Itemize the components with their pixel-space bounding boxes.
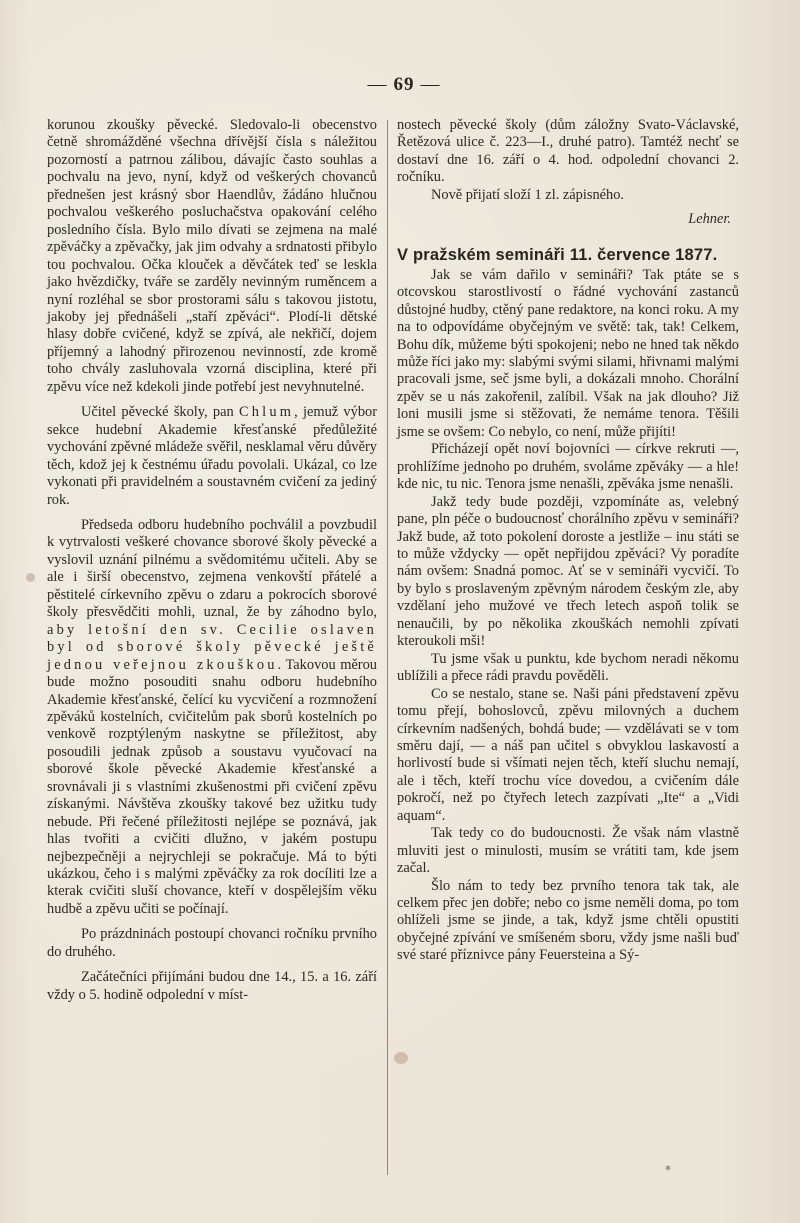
spaced-name: Chlum	[238, 404, 295, 421]
paragraph	[47, 404, 377, 509]
paragraph: Po prázdninách postoupí chovanci ročníku prvního do druhého.	[47, 926, 377, 960]
paragraph: Co se nestalo, stane se. Naši páni představení zpěvu tomu přejí, bohoslovců, zpěvu milovných a duchem církevním nadšených, bohdá bude; — vzdělávati se v tom směru dají, — a náš pan učitel s obvyklou laskavostí a horlivostí bude si všímati nejen těch, kteří sluchu nemají, ale i těch, kteří trochu více dovedou, a cvičením dále pokročí, než po čtyřech letech zazpívati „Ite“ a „Vidi aquam“.	[397, 685, 739, 824]
paragraph: Začátečníci přijímáni budou dne 14., 15. a 16. září vždy o 5. hodině odpolední v míst-	[47, 969, 377, 1003]
paragraph: Tu jsme však u punktu, kde bychom neradi někomu ublížili a přece rádi pravdu pověděli.	[397, 650, 739, 685]
paragraph-text: Učitel pěvecké školy, pan	[81, 404, 239, 421]
paragraph: Šlo nám to tedy bez prvního tenora tak tak, ale celkem přec jen dobře; nebo co jsme neměli doma, po tom ohlíželi jsme se jinde, a tak, když jsme chtěli opustiti obyčejné zpívání ve smíšeném sboru, vždy jsme našli buď své staré příznivce pány Feuersteina a Sý-	[397, 877, 739, 964]
right-column	[397, 117, 739, 965]
section-heading: V pražském semináři 11. července 1877.	[397, 245, 718, 264]
paragraph-text: . Takovou měrou bude možno posouditi snahu odboru hudebního Akademie křesťanské, čelící ku vycvičení a rozmnožení zpěváků kostelních, cvičitelům pak sborů kostelních po venkově rozptýleným naskytne se příležitost, aby posoudili jednak způsob a soustavu vyučovací na sborové škole pěvecké Akademie křesťanské a srovnávali ji s vlastními zkušenostmi při cvičení zpěvu získanými. Návštěva zkoušky takové bez užitku tudy nebude. Při řečené příležitosti nejlépe se poznává, jak hlas tvořiti a cvičiti dlužno, v jakém postupu nejbezpečněji a nejrychleji se pokračuje. Má to býti ukázkou, čeho i s malými zpěváčky za rok docíliti lze a kterak cvičiti sluší chovance, kteří v dospělejším věku hudbě a zpěvu učiti se počínají.	[47, 656, 377, 917]
fee-note: Nově přijatí složí 1 zl. zápisného.	[431, 186, 625, 203]
column-divider	[387, 120, 388, 1175]
paragraph-text: , jemuž výbor sekce hudební Akademie křesťanské předůležité vychování zpěvné mládeže svěřil, nesklamal věru důvěry těch, kdož jej k čestnému úřadu povolali. Ukázal, co lze vykonati při pravidelném a soustavném cvičení za jediný rok.	[47, 404, 378, 508]
author-signature: Lehner.	[688, 211, 731, 228]
left-column	[47, 117, 377, 1004]
paragraph: Tak tedy co do budoucnosti. Že však nám vlastně mluviti jest o minulosti, musím se vrátiti tam, kde jsem začal.	[397, 825, 739, 877]
page-number: 69	[393, 74, 415, 95]
paragraph: Přicházejí opět noví bojovníci — církve rekruti —, prohlížíme jednoho po druhém, svoláme zpěváky — a hle! kde nic, tu nic. Tenora jsme nenašli, zpěváka jsme nenašli.	[397, 441, 739, 493]
paper-stain	[394, 1052, 408, 1064]
paragraph	[47, 517, 377, 918]
footnote-asterisk: *	[665, 1163, 671, 1177]
paper-stain	[26, 573, 35, 582]
page-number-dash-right: —	[420, 74, 441, 95]
paragraph: Jak se vám dařilo v semináři? Tak ptáte se s otcovskou starostlivostí o řádné vychování zastanců důstojné hudby, ctěný pane redaktore, na konci roku. A my na to odpovídáme obyčejným ve světě: tak, tak! Celkem, Bohu dík, můžeme býti spokojeni; nebo ne hned tak někdo může říci jako my: slabými svými silami, hřivnami malými pracovali jsme, seč jsme byli, a dokázali mnoho. Chorální zpěv se u nás zakořenil, zalíbil. Však na jak dlouho? Již loni musili jsme si stěžovati, že nemáme tenora. Těšili jsme se ovšem: Co nebylo, co není, může přijíti!	[397, 266, 739, 440]
paragraph: korunou zkoušky pěvecké. Sledovalo-li obecenstvo četně shromážděné všechna dřívější čísla s náležitou pozorností a patrnou zálibou, dávajíc často souhlas a pochvalu na jevo, nyní, když od veškerých chovanců přednešen jest krásný sbor Haendlův, žádáno hlučnou pochvalou veškerého posluchačstva opakování celého posledního čísla. Bylo milo dívati se zejmena na malé zpěváčky a zpěvačky, jak jim odvahy a srdnatosti přibylo tou pochvalou. Očka klouček a děvčátek teď se leskla jako hvězdičky, tváře se zarděly nevinným ruměncem a nyní rozléhal se sbor prostorami sálu s takovou jistotu, jakoby jej přednášeli „staří zpěváci“. Plodí-li dětské hlasy dobře cvičené, když se zpívá, ale nekřičí, dojem příjemný a lahodný přirozenou nevinností, zde kromě toho chvály zasluhovala vzorná disciplina, které při zpěvu více než kdekoli jinde potřebí jest nevyhnutelné.	[47, 117, 377, 395]
page-number-dash-left: —	[367, 74, 388, 95]
paragraph: Jakž tedy bude později, vzpomínáte as, velebný pane, pln péče o budoucnosť chorálního zpěvu v semináři? Jakž bude, až toto pokolení doroste a jestliže – inu státi se to může vždycky — opět nepřijdou zpěváci? Vy poradíte nám ovšem: Snadná pomoc. Ať se v semináři vycvičí. To by bylo s proslaveným zpěvným národem českým zle, aby vzdělaní jeho mužové ve třech letech aspoň tolik se nenaučili, by po několika zkouškách nemohli zpívati kteroukoli mši!	[397, 493, 739, 650]
spaced-emphasis: aby letošní den sv. Cecilie oslaven byl od sborové školy pěvecké ještě jednou veřejnou zkouškou	[47, 621, 377, 673]
page-number-header	[0, 74, 800, 96]
paragraph-continuation: nostech pěvecké školy (dům záložny Svato-Václavské, Řetězová ulice č. 223—I., druhé patro). Tamtéž nechť se dostaví dne 16. září o 4. hod. odpolední chovanci 2. ročníku.	[397, 117, 739, 186]
paragraph-text: Předseda odboru hudebního pochválil a povzbudil k vytrvalosti veškeré chovance sborové školy pěvecké a vyslovil uznání pilnému a svědomitému učiteli. Aby se ale i širší obecenstvo, zejmena venkovští přátelé a pěstitelé církevního zpěvu o zdaru a pokrocích sborové školy přesvědčiti mohli, uznal, že by záhodno bylo,	[47, 516, 377, 621]
